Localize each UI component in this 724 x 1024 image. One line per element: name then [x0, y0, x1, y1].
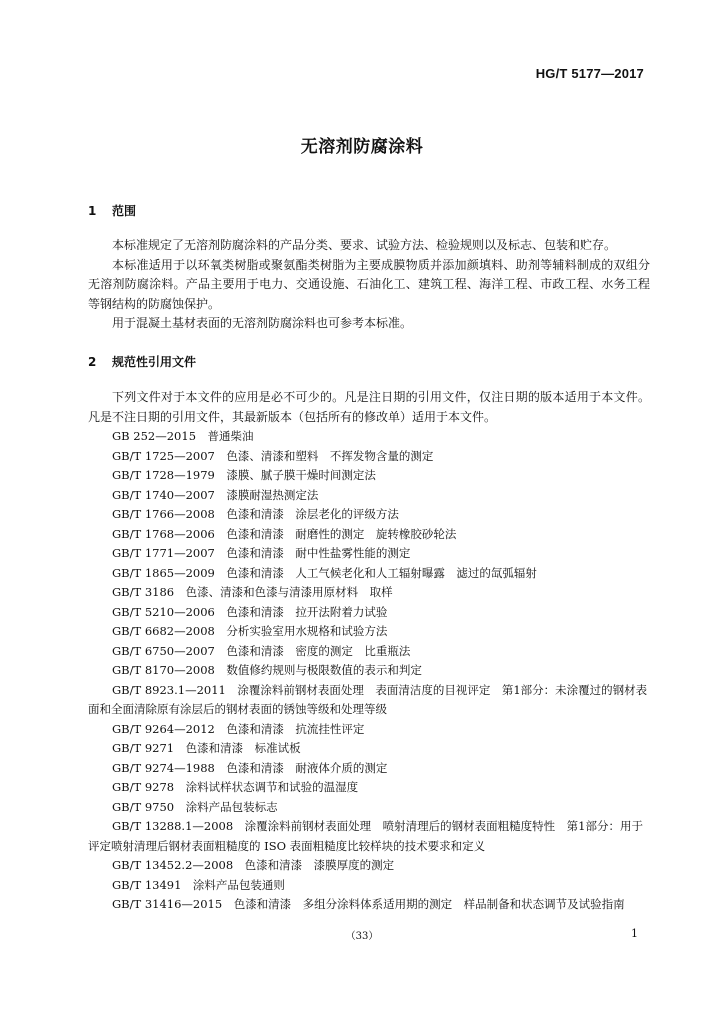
right-page-number: 1 [631, 927, 638, 940]
section-2-title: 规范性引用文件 [112, 355, 197, 369]
reference-item: GB/T 13491 涂料产品包装通则 [112, 877, 285, 892]
section-1-title: 范围 [112, 204, 137, 218]
references-intro-paragraph: 下列文件对于本文件的应用是必不可少的。凡是注日期的引用文件，仅注日期的版本适用于本文件。凡是不注日期的引用文件，其最新版本（包括所有的修改单）适用于本文件。 [88, 390, 650, 424]
reference-item: GB/T 6750—2007 色漆和清漆 密度的测定 比重瓶法 [112, 643, 411, 658]
reference-item: GB/T 6682—2008 分析实验室用水规格和试验方法 [112, 624, 388, 638]
reference-item: GB/T 1771—2007 色漆和清漆 耐中性盐雾性能的测定 [112, 546, 411, 560]
reference-item: GB/T 1768—2006 色漆和清漆 耐磨性的测定 旋转橡胶砂轮法 [112, 526, 457, 541]
reference-item: GB/T 9271 色漆和清漆 标准试板 [112, 741, 301, 755]
reference-item: GB/T 1865—2009 色漆和清漆 人工气候老化和人工辐射曝露 滤过的氙弧辐射 [112, 565, 537, 580]
reference-item: GB/T 31416—2015 色漆和清漆 多组分涂料体系适用期的测定 样品制备和状态调节及试验指南 [112, 897, 625, 911]
section-1-body [88, 236, 650, 334]
reference-item: GB/T 1740—2007 漆膜耐湿热测定法 [112, 487, 319, 502]
reference-item: GB/T 3186 色漆、清漆和色漆与清漆用原材料 取样 [112, 585, 393, 599]
reference-item: GB/T 1725—2007 色漆、清漆和塑料 不挥发物含量的测定 [112, 448, 434, 463]
document-title: 无溶剂防腐涂料 [300, 137, 424, 157]
reference-item: GB/T 9264—2012 色漆和清漆 抗流挂性评定 [112, 721, 365, 736]
reference-item: GB 252—2015 普通柴油 [112, 429, 254, 443]
reference-item: GB/T 13452.2—2008 色漆和清漆 漆膜厚度的测定 [112, 858, 395, 872]
section-2-number: 2 [88, 355, 97, 369]
normative-references-list [88, 427, 650, 915]
reference-item: GB/T 8170—2008 数值修约规则与极限数值的表示和判定 [112, 663, 422, 677]
section-1-number: 1 [88, 204, 97, 218]
scope-paragraph: 本标准规定了无溶剂防腐涂料的产品分类、要求、试验方法、检验规则以及标志、包装和贮存。 [112, 238, 617, 252]
scope-paragraph: 本标准适用于以环氧类树脂或聚氨酯类树脂为主要成膜物质并添加颜填料、助剂等辅料制成的双组分无溶剂防腐涂料。产品主要用于电力、交通设施、石油化工、建筑工程、海洋工程、市政工程、水务工程等钢结构的防腐蚀保护。 [88, 257, 650, 311]
reference-item: GB/T 1728—1979 漆膜、腻子膜干燥时间测定法 [112, 468, 376, 482]
reference-item: GB/T 9274—1988 色漆和清漆 耐液体介质的测定 [112, 760, 388, 775]
center-page-number: （33） [345, 931, 379, 942]
reference-item: GB/T 9750 涂料产品包装标志 [112, 799, 278, 814]
reference-item: GB/T 1766—2008 色漆和清漆 涂层老化的评级方法 [112, 507, 399, 521]
section-2-intro [88, 388, 650, 427]
section-2-heading [88, 353, 196, 370]
section-1-heading [88, 202, 136, 219]
reference-item: GB/T 5210—2006 色漆和清漆 拉开法附着力试验 [112, 604, 388, 619]
reference-item: GB/T 8923.1—2011 涂覆涂料前钢材表面处理 表面清洁度的目视评定 第1部分：未涂覆过的钢材表面和全面清除原有涂层后的钢材表面的锈蚀等级和处理等级 [88, 682, 648, 716]
standard-code: HG/T 5177—2017 [535, 66, 644, 81]
scope-paragraph: 用于混凝土基材表面的无溶剂防腐涂料也可参考本标准。 [112, 316, 413, 330]
reference-item: GB/T 13288.1—2008 涂覆涂料前钢材表面处理 喷射清理后的钢材表面粗糙度特性 第1部分：用于评定喷射清理后钢材表面粗糙度的 ISO 表面粗糙度比较样块的技术要求和定义 [88, 819, 643, 853]
reference-item: GB/T 9278 涂料试样状态调节和试验的温湿度 [112, 780, 359, 794]
